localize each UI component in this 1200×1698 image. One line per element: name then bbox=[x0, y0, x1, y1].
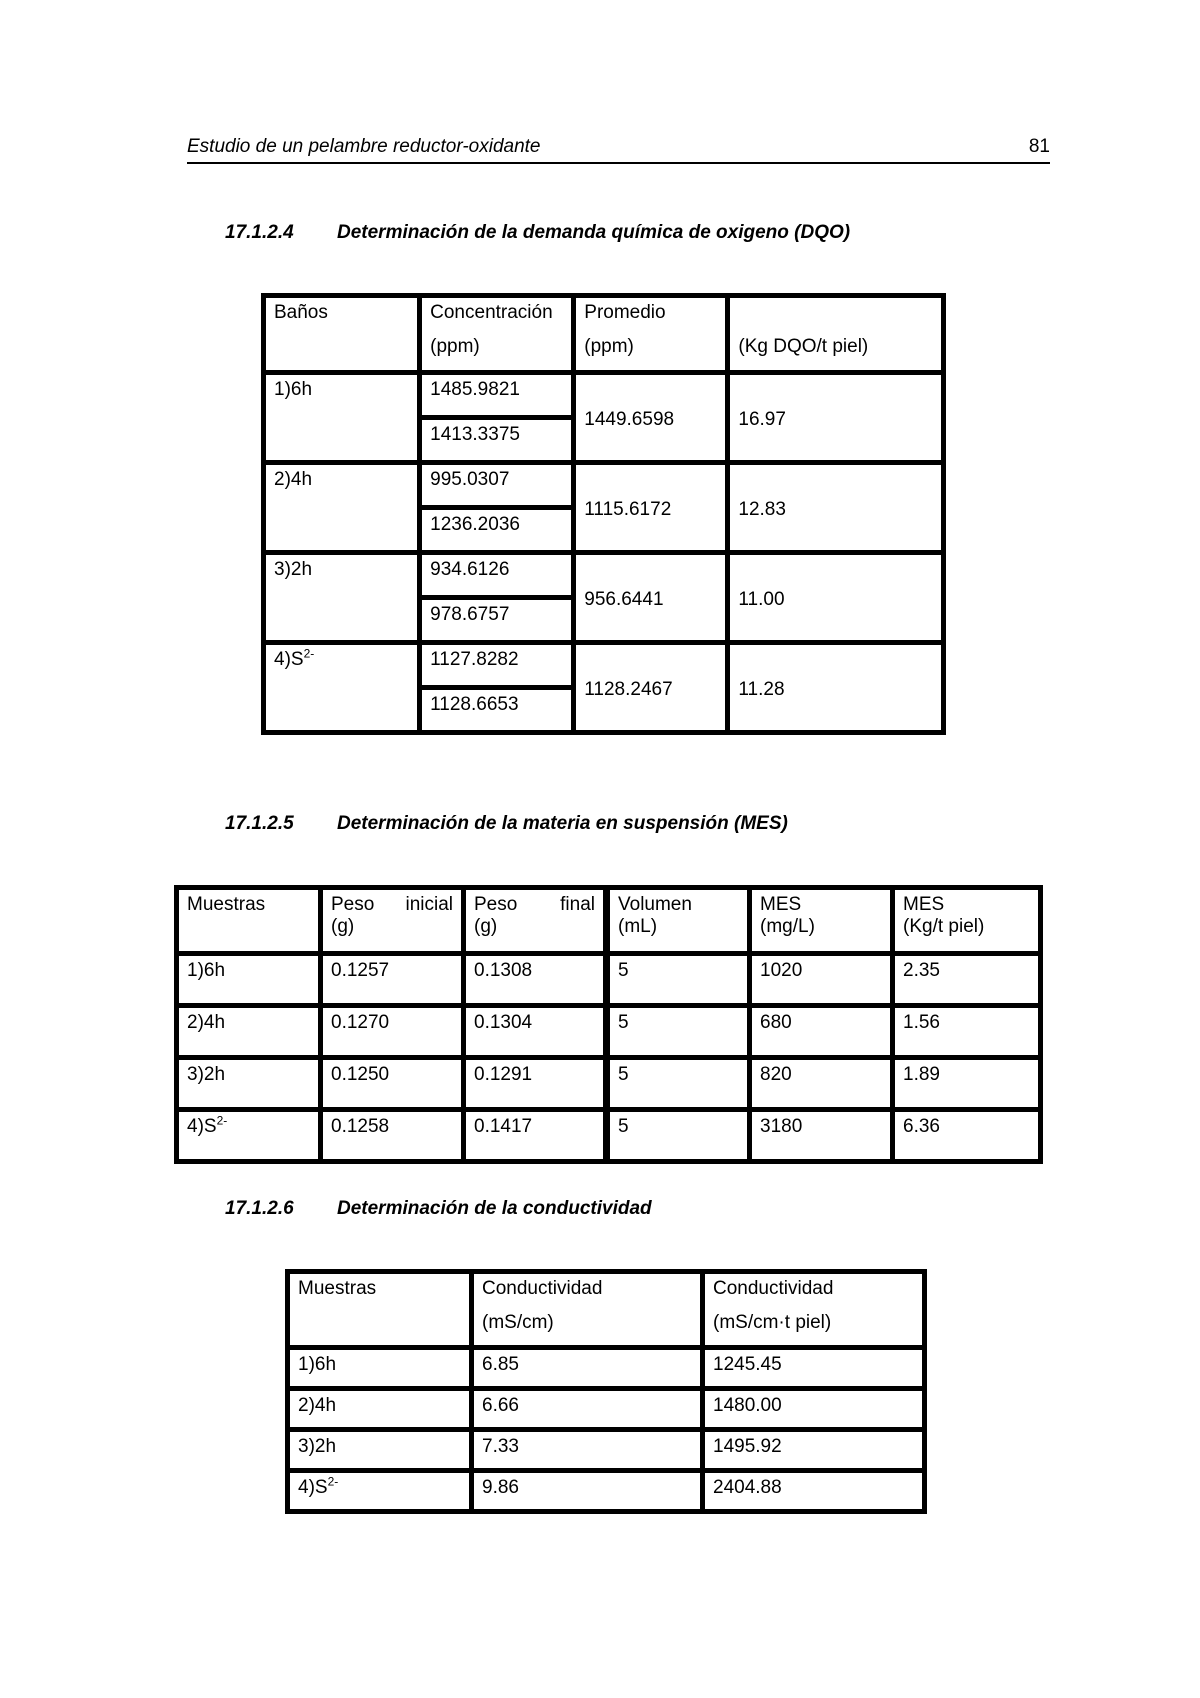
cell-muestra: 2)4h bbox=[288, 1389, 472, 1430]
cell-conductividad-t: 1480.00 bbox=[703, 1389, 925, 1430]
cell-promedio: 1128.2467 bbox=[574, 643, 728, 733]
section-title: Determinación de la demanda química de oxigeno (DQO) bbox=[337, 222, 851, 243]
cell-concentracion: 1127.8282 bbox=[420, 643, 574, 688]
cell-muestra: 3)2h bbox=[177, 1058, 321, 1110]
cell-muestra: 2)4h bbox=[177, 1006, 321, 1058]
cell-muestra: 1)6h bbox=[177, 954, 321, 1006]
cell-bano: 1)6h bbox=[264, 373, 420, 463]
cell-peso-inicial: 0.1258 bbox=[321, 1110, 464, 1162]
cell-conductividad-t: 2404.88 bbox=[703, 1471, 925, 1512]
cell-conductividad: 9.86 bbox=[472, 1471, 703, 1512]
section-number: 17.1.2.4 bbox=[225, 222, 294, 243]
cell-mes-kg: 1.89 bbox=[893, 1058, 1041, 1110]
cell-peso-final: 0.1308 bbox=[464, 954, 607, 1006]
section-title: Determinación de la materia en suspensión (MES) bbox=[337, 813, 788, 834]
header-cell: Promedio (ppm) bbox=[574, 296, 728, 373]
table-row bbox=[177, 1006, 1041, 1058]
cell-peso-final: 0.1417 bbox=[464, 1110, 607, 1162]
table-row bbox=[288, 1389, 925, 1430]
cell-kg: 12.83 bbox=[728, 463, 944, 553]
cell-mes-mgl: 680 bbox=[750, 1006, 893, 1058]
cell-peso-final: 0.1291 bbox=[464, 1058, 607, 1110]
cell-muestra: 3)2h bbox=[288, 1430, 472, 1471]
header-cell: Peso inicial (g) bbox=[321, 888, 464, 954]
header-cell: Baños bbox=[264, 296, 420, 373]
cell-volumen: 5 bbox=[607, 954, 750, 1006]
table-row bbox=[288, 1348, 925, 1389]
cell-conductividad-t: 1495.92 bbox=[703, 1430, 925, 1471]
cell-conductividad-t: 1245.45 bbox=[703, 1348, 925, 1389]
header-cell: Concentración (ppm) bbox=[420, 296, 574, 373]
table-row bbox=[288, 1471, 925, 1512]
cell-volumen: 5 bbox=[607, 1058, 750, 1110]
section-number: 17.1.2.6 bbox=[225, 1198, 294, 1219]
cell-promedio: 1449.6598 bbox=[574, 373, 728, 463]
table-row bbox=[288, 1430, 925, 1471]
conductividad-table bbox=[285, 1269, 927, 1514]
header-cell: Muestras bbox=[177, 888, 321, 954]
header-cell: Peso final (g) bbox=[464, 888, 607, 954]
table-row bbox=[177, 1110, 1041, 1162]
cell-concentracion: 1413.3375 bbox=[420, 418, 574, 463]
cell-promedio: 956.6441 bbox=[574, 553, 728, 643]
cell-concentracion: 978.6757 bbox=[420, 598, 574, 643]
mes-table bbox=[174, 885, 1043, 1164]
header-cell: Conductividad (mS/cm) bbox=[472, 1272, 703, 1348]
header-cell: Conductividad (mS/cm·t piel) bbox=[703, 1272, 925, 1348]
cell-concentracion: 995.0307 bbox=[420, 463, 574, 508]
cell-muestra: $4)S^{2-}$ bbox=[177, 1110, 321, 1162]
table-row bbox=[264, 643, 944, 688]
cell-peso-inicial: 0.1257 bbox=[321, 954, 464, 1006]
cell-bano: 3)2h bbox=[264, 553, 420, 643]
table-row bbox=[264, 553, 944, 598]
cell-kg: 16.97 bbox=[728, 373, 944, 463]
header-cell: Muestras bbox=[288, 1272, 472, 1348]
cell-mes-kg: 1.56 bbox=[893, 1006, 1041, 1058]
cell-mes-mgl: 820 bbox=[750, 1058, 893, 1110]
cell-peso-inicial: 0.1250 bbox=[321, 1058, 464, 1110]
cell-conductividad: 6.66 bbox=[472, 1389, 703, 1430]
running-header bbox=[187, 136, 1050, 164]
cell-mes-kg: 2.35 bbox=[893, 954, 1041, 1006]
cell-volumen: 5 bbox=[607, 1006, 750, 1058]
table-header-row bbox=[288, 1272, 925, 1348]
cell-conductividad: 7.33 bbox=[472, 1430, 703, 1471]
cell-kg: 11.28 bbox=[728, 643, 944, 733]
table-header-row bbox=[177, 888, 1041, 954]
header-cell: (Kg DQO/t piel) bbox=[728, 296, 944, 373]
cell-mes-mgl: 1020 bbox=[750, 954, 893, 1006]
cell-bano: $4)S^{2-}$ bbox=[264, 643, 420, 733]
page-number: 81 bbox=[1028, 136, 1050, 157]
cell-muestra: $4)S^{2-}$ bbox=[288, 1471, 472, 1512]
table-row bbox=[264, 463, 944, 508]
table-row bbox=[177, 1058, 1041, 1110]
cell-concentracion: 1236.2036 bbox=[420, 508, 574, 553]
cell-kg: 11.00 bbox=[728, 553, 944, 643]
header-cell: MES (Kg/t piel) bbox=[893, 888, 1041, 954]
cell-muestra: 1)6h bbox=[288, 1348, 472, 1389]
header-cell: Volumen (mL) bbox=[607, 888, 750, 954]
cell-concentracion: 1128.6653 bbox=[420, 688, 574, 733]
cell-conductividad: 6.85 bbox=[472, 1348, 703, 1389]
cell-concentracion: 1485.9821 bbox=[420, 373, 574, 418]
table-header-row bbox=[264, 296, 944, 373]
section-number: 17.1.2.5 bbox=[225, 813, 294, 834]
header-cell: MES (mg/L) bbox=[750, 888, 893, 954]
cell-peso-final: 0.1304 bbox=[464, 1006, 607, 1058]
section-title: Determinación de la conductividad bbox=[337, 1198, 652, 1219]
dqo-table bbox=[261, 293, 946, 735]
table-row bbox=[177, 954, 1041, 1006]
cell-peso-inicial: 0.1270 bbox=[321, 1006, 464, 1058]
cell-mes-kg: 6.36 bbox=[893, 1110, 1041, 1162]
running-header-title: Estudio de un pelambre reductor-oxidante bbox=[187, 136, 541, 157]
cell-bano: 2)4h bbox=[264, 463, 420, 553]
cell-concentracion: 934.6126 bbox=[420, 553, 574, 598]
cell-volumen: 5 bbox=[607, 1110, 750, 1162]
cell-promedio: 1115.6172 bbox=[574, 463, 728, 553]
table-row bbox=[264, 373, 944, 418]
cell-mes-mgl: 3180 bbox=[750, 1110, 893, 1162]
